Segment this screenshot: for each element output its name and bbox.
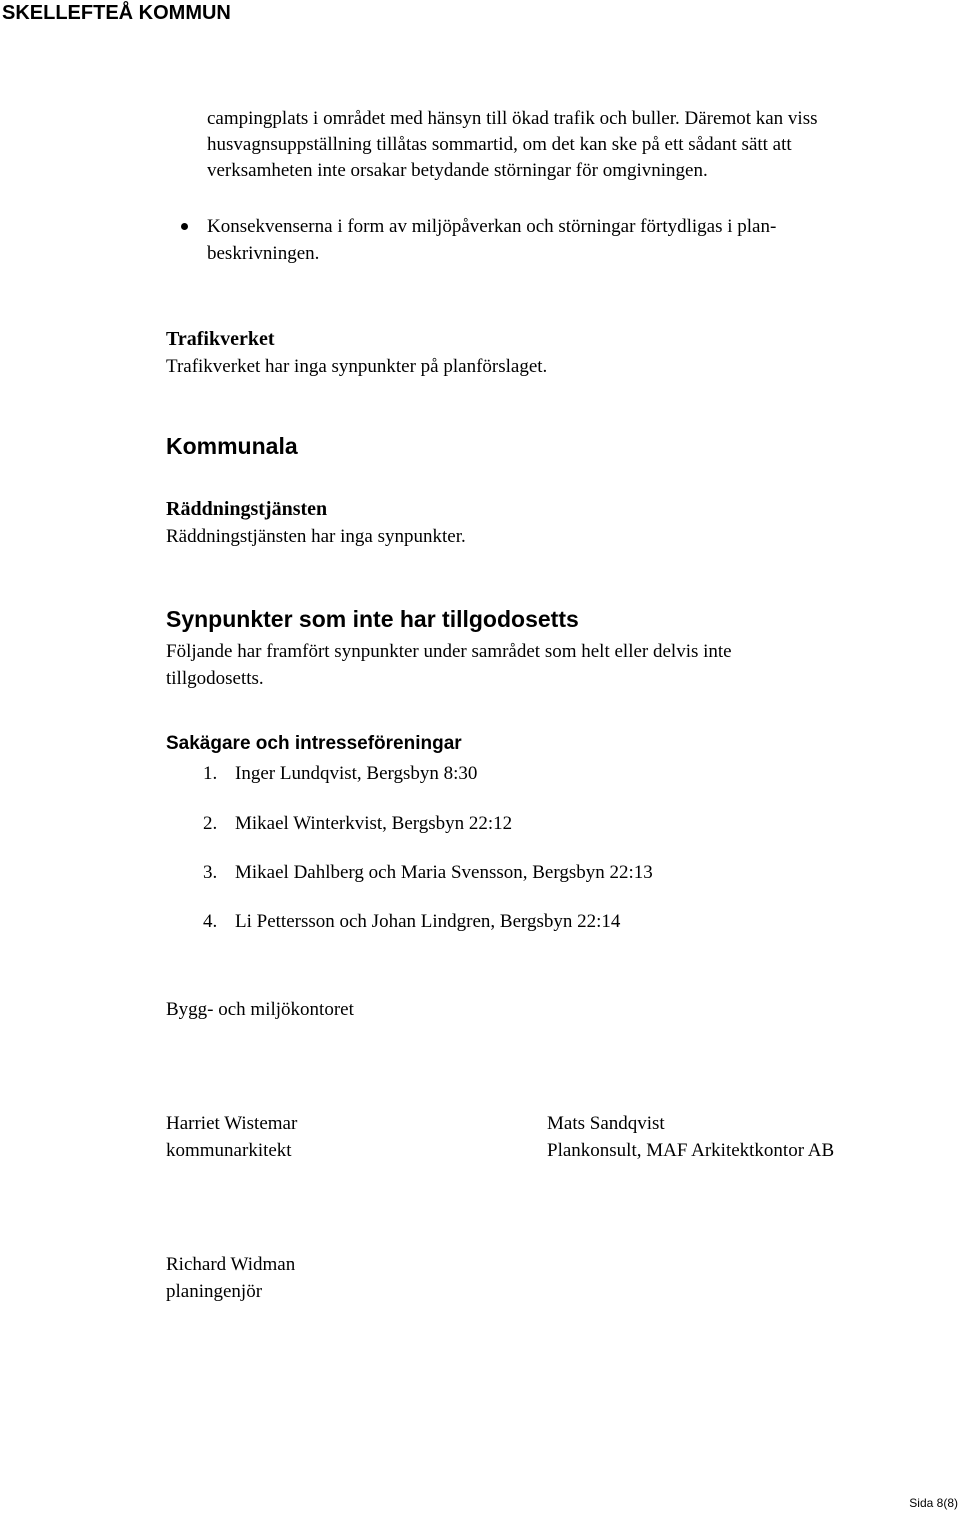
list-item: Mikael Winterkvist, Bergsbyn 22:12 xyxy=(235,813,513,834)
synpunkter-heading: Synpunkter som inte har tillgodosetts xyxy=(166,606,579,632)
sakagare-heading: Sakägare och intresseföreningar xyxy=(166,733,462,754)
signature-title: kommunarkitekt xyxy=(166,1140,292,1161)
signature-title: planingenjör xyxy=(166,1281,263,1302)
raddningstjansten-heading: Räddningstjänsten xyxy=(166,498,328,520)
bullet-line-1: Konsekvenserna i form av miljöpåverkan och störningar förtydligas i plan- xyxy=(207,216,777,237)
intro-line-3: verksamheten inte orsakar betydande störningar för omgivningen. xyxy=(207,160,708,181)
signature-name: Richard Widman xyxy=(166,1254,296,1275)
bullet-line-2: beskrivningen. xyxy=(207,243,320,264)
list-item-num: 4. xyxy=(203,911,218,932)
raddningstjansten-text: Räddningstjänsten har inga synpunkter. xyxy=(166,526,466,547)
list-item-num: 3. xyxy=(203,862,218,883)
trafikverket-heading: Trafikverket xyxy=(166,328,275,350)
office-name: Bygg- och miljökontoret xyxy=(166,999,354,1020)
intro-line-2: husvagnsuppställning tillåtas sommartid, om det kan ske på ett sådant sätt att xyxy=(207,134,792,155)
signature-name: Mats Sandqvist xyxy=(547,1113,665,1134)
synpunkter-line-2: tillgodosetts. xyxy=(166,668,264,689)
list-item: Mikael Dahlberg och Maria Svensson, Bergsbyn 22:13 xyxy=(235,862,653,883)
list-item: Inger Lundqvist, Bergsbyn 8:30 xyxy=(235,763,478,784)
signature-name: Harriet Wistemar xyxy=(166,1113,298,1134)
page-number: Sida 8(8) xyxy=(909,1496,958,1510)
signature-title: Plankonsult, MAF Arkitektkontor AB xyxy=(547,1140,835,1161)
trafikverket-text: Trafikverket har inga synpunkter på planförslaget. xyxy=(166,356,548,377)
bullet-dot xyxy=(181,223,188,230)
list-item-num: 1. xyxy=(203,763,218,784)
list-item: Li Pettersson och Johan Lindgren, Bergsbyn 22:14 xyxy=(235,911,621,932)
intro-line-1: campingplats i området med hänsyn till ökad trafik och buller. Däremot kan viss xyxy=(207,108,818,129)
header-organization: SKELLEFTEÅ KOMMUN xyxy=(2,2,231,24)
list-item-num: 2. xyxy=(203,813,218,834)
kommunala-heading: Kommunala xyxy=(166,433,298,459)
synpunkter-line-1: Följande har framfört synpunkter under samrådet som helt eller delvis inte xyxy=(166,641,732,662)
